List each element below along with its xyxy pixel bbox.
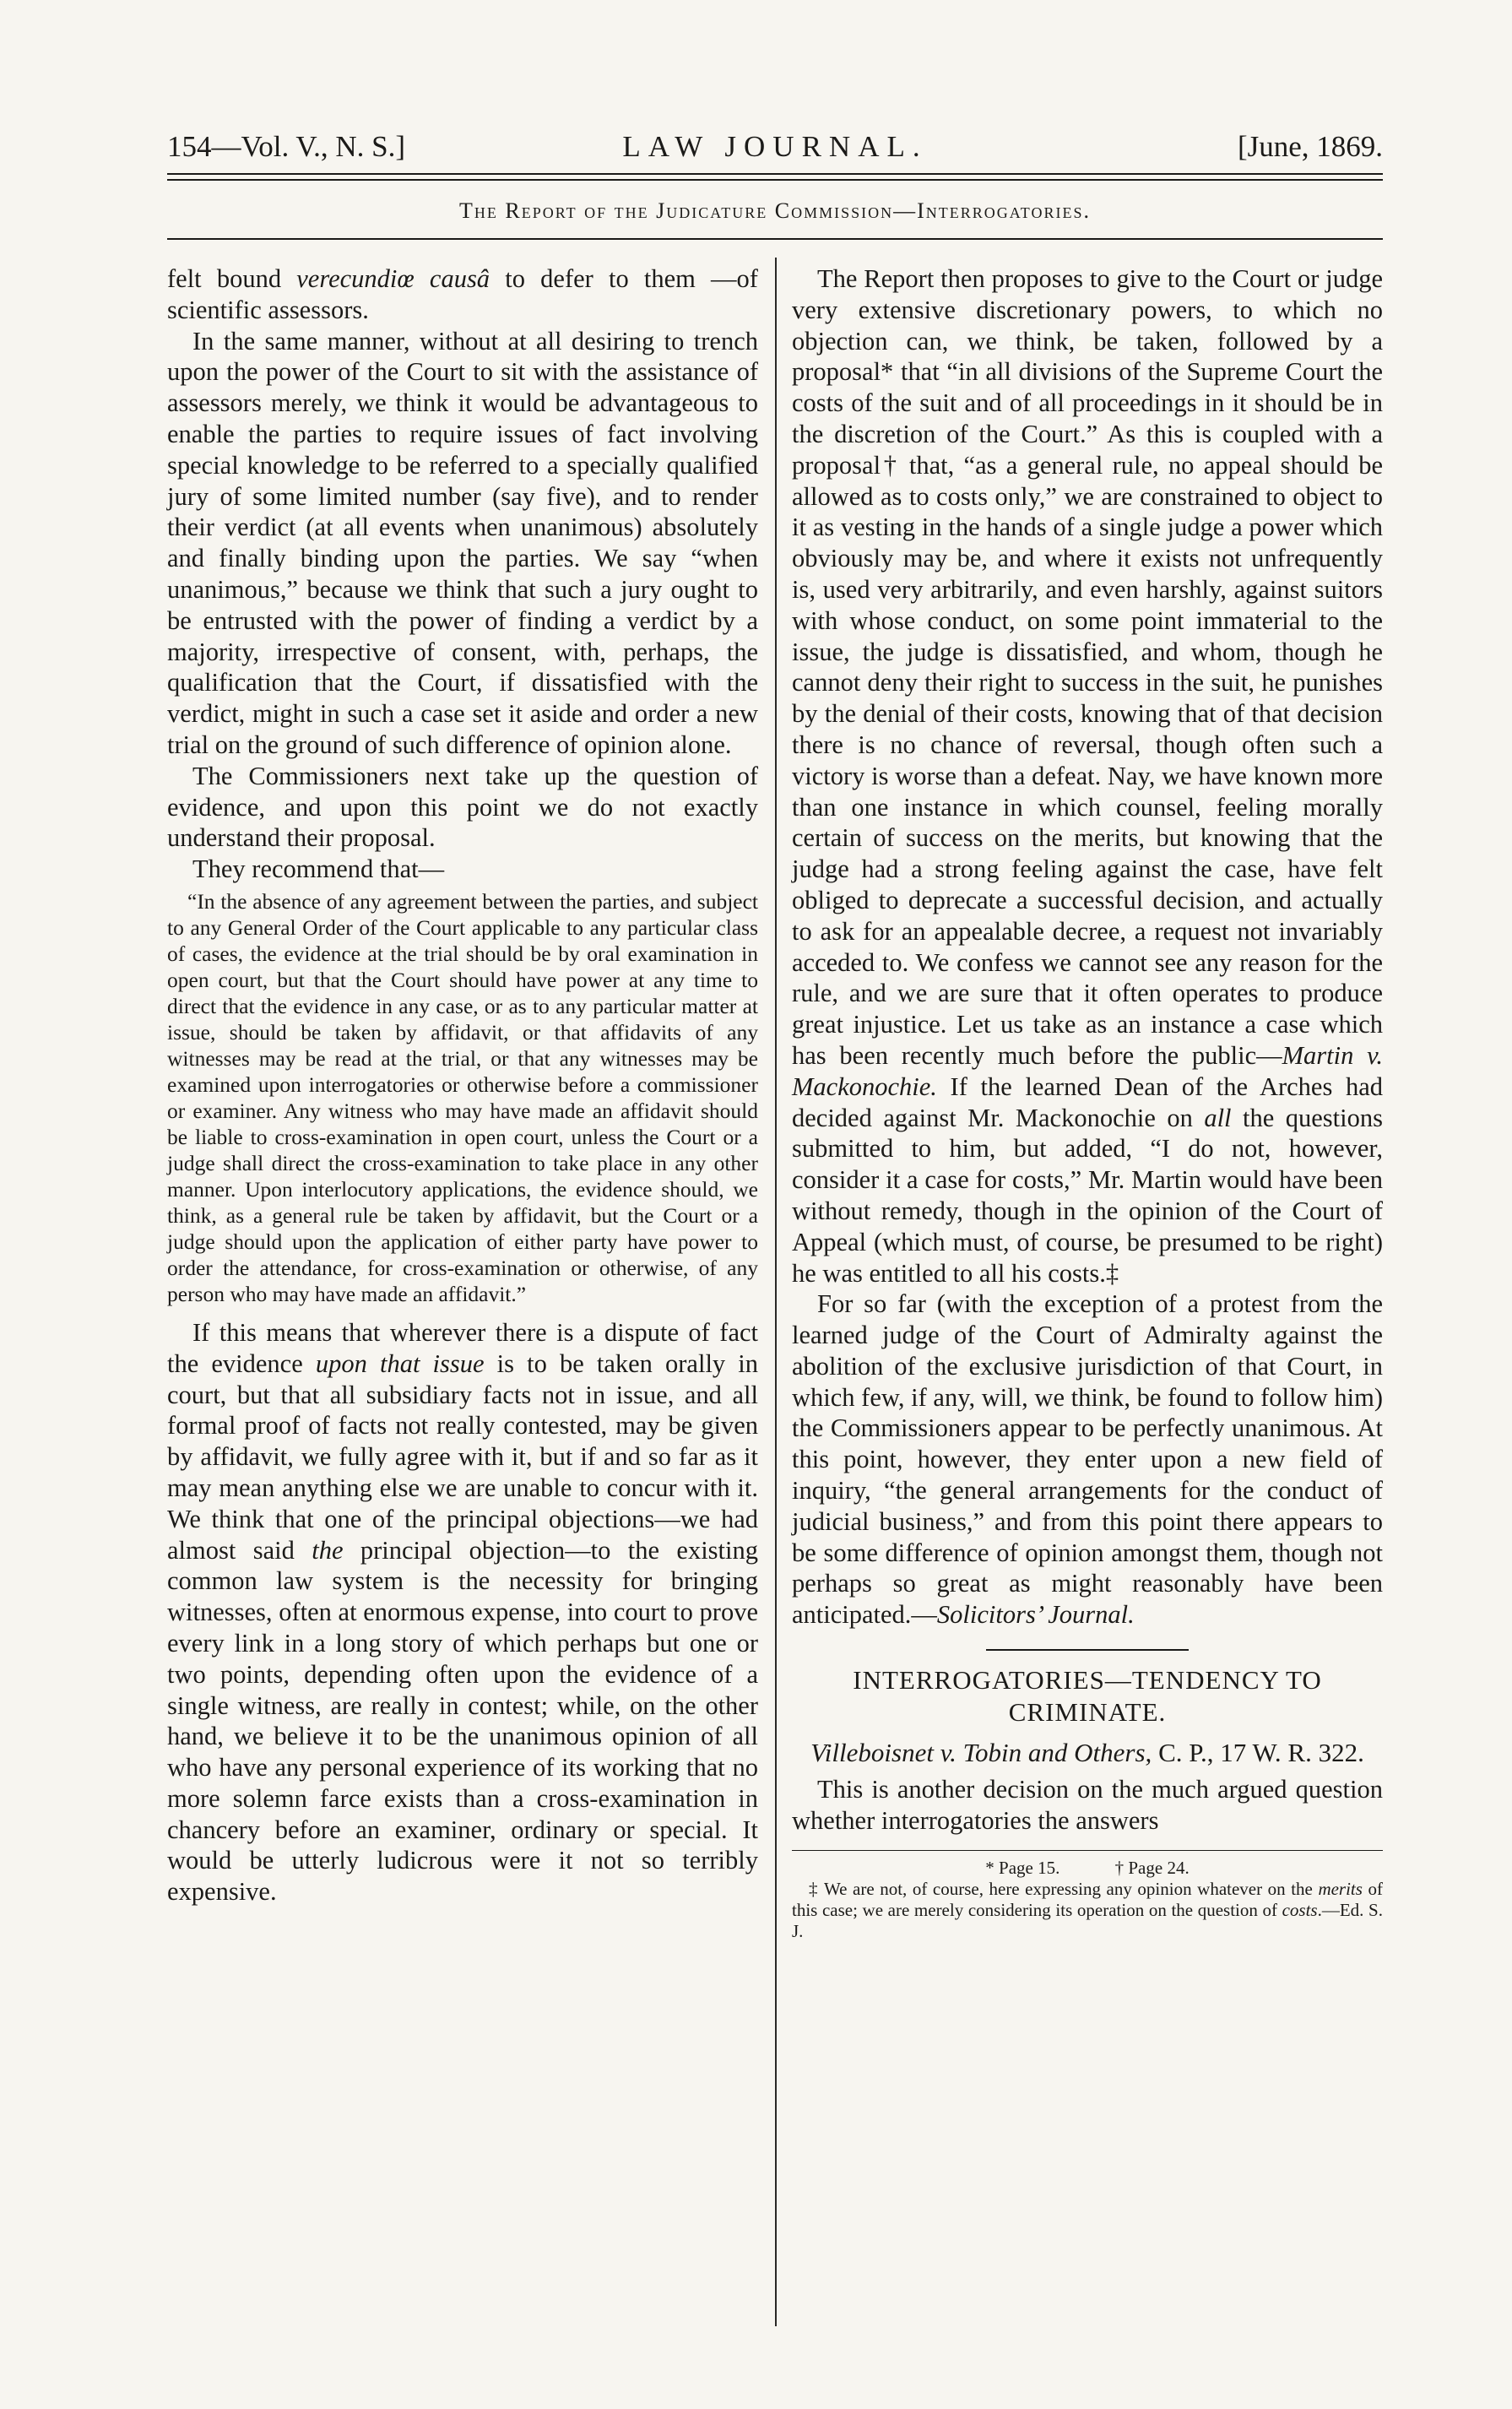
paragraph: For so far (with the exception of a protest from the learned judge of the Court of Admiralty against the abolition of the exclusive jurisdiction of that Court, in which few, if any, will, we think, be found to follow him) the Commissioners appear to be perfectly unanimous. At this point, however, they enter upon a new field of inquiry, “the general arrangements for the conduct of judicial business,” and from this point there appears to be some difference of opinion amongst them, though not perhaps so great as might reasonably have been anticipated.—Solicitors’ Journal. <box>792 1289 1383 1630</box>
article-title: INTERROGATORIES—TENDENCY TO CRIMINATE. <box>853 1665 1322 1728</box>
article-separator <box>986 1649 1189 1651</box>
footnote-refs <box>792 1858 1383 1879</box>
block-quote <box>167 888 758 1307</box>
source-credit: Solicitors’ Journal. <box>936 1600 1135 1630</box>
case-citation: Martin v. Mackonochie. <box>792 1040 1384 1101</box>
paragraph: felt bound verecundiœ causâ to defer to them —of scientific assessors. <box>167 264 758 324</box>
article-case: Villeboisnet v. Tobin and Others, C. P., 17 W. R. 322. <box>810 1738 1364 1768</box>
section-rule <box>167 238 1383 240</box>
footnote-ref: † Page 24. <box>1114 1857 1190 1878</box>
journal-title: LAW JOURNAL. <box>622 130 928 163</box>
volume-label: 154—Vol. V., N. S.] <box>167 130 406 163</box>
quote-text: “In the absence of any agreement between the parties, and subject to any General Order of the Court applicable to any particular class of cases, the evidence at the trial should be by oral examination in open court, but that the Court should have power at any time to direct that the evidence in any case, or as to any particular matter at issue, should be taken by affidavit, or that affidavits of any witnesses may be read at the trial, or that any witnesses may be examined upon interrogatories or otherwise before a commissioner or examiner. Any witness who may have made an affidavit should be liable to cross-examination in open court, unless the Court or a judge shall direct the cross-examination to take place in any other manner. Upon interlocutory applications, the evidence should, we think, as a general rule be taken by affidavit, but the Court or a judge should upon the application of either party have power to order the attendance, for cross-examination or otherwise, of any person who may have made an affidavit.” <box>167 888 758 1306</box>
footnotes <box>792 1858 1383 1942</box>
section-title: The Report of the Judicature Commission—Interrogatories. <box>459 198 1091 223</box>
right-column <box>792 263 1383 1942</box>
running-header <box>167 128 1383 165</box>
paragraph: The Report then proposes to give to the Court or judge very extensive discretionary powers, to which no objection can, we think, be taken, followed by a proposal* that “in all divisions of the Supreme Court the costs of the suit and of all proceedings in it should be in the discretion of the Court.” As this is coupled with a proposal† that, “as a general rule, no appeal should be allowed as to costs only,” we are constrained to object to it as vesting in the hands of a single judge a power which obviously may be, and where it exists not unfrequently is, used very arbitrarily, and even harshly, against suitors with whose conduct, on some point immaterial to the issue, the judge is dissatisfied, and whom, though he cannot deny their right to success in the suit, he punishes by the denial of their costs, knowing that of that decision there is no chance of reversal, though often such a victory is worse than a defeat. Nay, we have known more than one instance in which counsel, feeling morally certain of success on the merits, but knowing that the judge had a strong feeling against the case, have felt obliged to deprecate a successful decision, and actually to ask for an appealable decree, a request not invariably acceded to. We confess we cannot see any reason for the rule, and we are sure that it often operates to produce great injustice. Let us take as an instance a case which has been recently much before the public—Martin v. Mackonochie. If the learned Dean of the Arches had decided against Mr. Mackonochie on all the questions submitted to him, but added, “I do not, however, consider it a case for costs,” Mr. Martin would have been without remedy, though in the opinion of the Court of Appeal (which must, of course, be presumed to be right) he was entitled to all his costs.‡ <box>792 264 1384 1288</box>
paragraph: If this means that wherever there is a dispute of fact the evidence upon that issue is to be taken orally in court, but that all subsidiary facts not in issue, and all formal proof of facts not really contested, may be given by affidavit, we fully agree with it, but if and so far as it may mean anything else we are unable to concur with it. We think that one of the principal objections—we had almost said the principal objection—to the existing common law system is the necessity for bringing witnesses, often at enormous expense, into court to prove every link in a long story of which perhaps but one or two points, depending often upon the evidence of a single witness, are really in contest; while, on the other hand, we believe it to be the unanimous opinion of all who have any personal experience of its working that no more solemn farce exists than a cross-examination in chancery before an examiner, ordinary or special. It would be utterly ludicrous were it not so terribly expensive. <box>167 1317 759 1907</box>
footnote: ‡ We are not, of course, here expressing any opinion whatever on the merits of this case; we are merely considering its operation on the question of costs.—Ed. S. J. <box>792 1878 1383 1941</box>
issue-date: [June, 1869. <box>1237 130 1383 163</box>
left-column <box>167 263 758 1907</box>
header-rule-top <box>167 173 1383 175</box>
header-rule-bottom <box>167 179 1383 181</box>
footnote-rule <box>792 1850 1383 1851</box>
footnote-ref: * Page 15. <box>985 1857 1060 1878</box>
column-divider <box>775 258 777 2326</box>
paragraph: The Commissioners next take up the question of evidence, and upon this point we do not exactly understand their proposal. <box>167 761 758 853</box>
paragraph: They recommend that— <box>192 855 445 884</box>
paragraph: This is another decision on the much argued question whether interrogatories the answers <box>792 1775 1383 1835</box>
paragraph: In the same manner, without at all desiring to trench upon the power of the Court to sit with the assistance of assessors merely, we think it would be advantageous to enable the parties to require issues of fact involving special knowledge to be referred to a specially qualified jury of some limited number (say five), and to render their verdict (at all events when unanimous) absolutely and finally binding upon the parties. We say “when unanimous,” because we think that such a jury ought to be entrusted with the power of finding a verdict by a majority, irrespective of consent, with, perhaps, the qualification that the Court, if dissatisfied with the verdict, might in such a case set it aside and order a new trial on the ground of such difference of opinion alone. <box>167 326 758 759</box>
